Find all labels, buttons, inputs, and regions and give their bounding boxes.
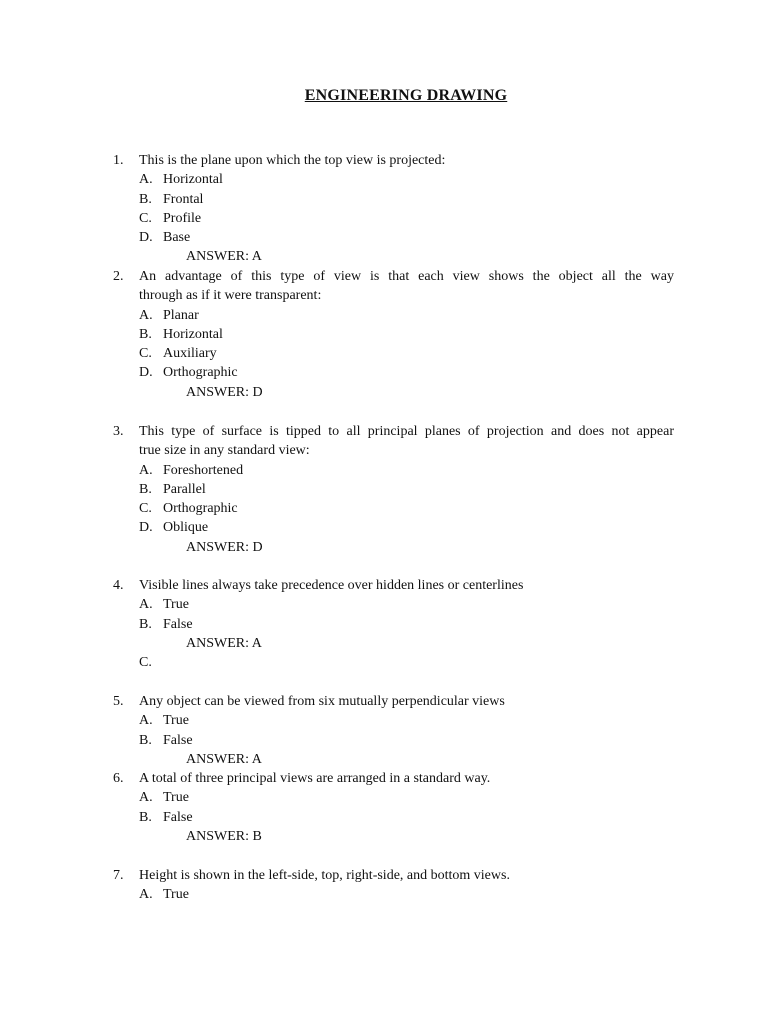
answer-line <box>113 383 674 402</box>
option-letter: C. <box>139 655 152 671</box>
question-text: Height is shown in the left-side, top, right-side, and bottom views. <box>139 868 510 883</box>
question-line <box>113 286 674 305</box>
option-letter: A. <box>139 307 153 323</box>
option-c <box>113 344 674 363</box>
answer-text: ANSWER: B <box>186 828 262 844</box>
option-a <box>113 170 674 189</box>
question-6 <box>113 769 674 846</box>
option-letter: A. <box>139 790 153 806</box>
option-text: True <box>163 887 189 903</box>
question-number: 3. <box>113 424 124 439</box>
option-letter: B. <box>139 732 152 748</box>
option-b <box>113 615 674 634</box>
option-letter: C. <box>139 346 152 362</box>
question-line <box>113 267 674 286</box>
option-c <box>113 653 674 672</box>
question-7 <box>113 866 674 905</box>
question-number: 1. <box>113 153 124 168</box>
question-text: This is the plane upon which the top view is projected: <box>139 153 446 168</box>
option-b <box>113 731 674 750</box>
option-a <box>113 306 674 325</box>
option-text: Orthographic <box>163 365 238 381</box>
option-letter: A. <box>139 887 153 903</box>
question-number: 2. <box>113 269 124 284</box>
answer-line <box>113 538 674 557</box>
option-text: True <box>163 713 189 729</box>
question-number: 4. <box>113 578 124 593</box>
option-a <box>113 788 674 807</box>
option-letter: D. <box>139 230 153 246</box>
question-line <box>113 422 674 441</box>
option-text: Foreshortened <box>163 462 244 478</box>
question-text: Any object can be viewed from six mutually perpendicular views <box>139 694 505 709</box>
option-a <box>113 711 674 730</box>
option-text: Frontal <box>163 191 204 207</box>
option-b <box>113 480 674 499</box>
option-c <box>113 209 674 228</box>
question-2 <box>113 267 674 402</box>
question-line <box>113 576 674 595</box>
question-text: This type of surface is tipped to all principal planes of projection and does not appear <box>139 424 674 439</box>
option-d <box>113 518 674 537</box>
option-b <box>113 190 674 209</box>
answer-line <box>113 750 674 769</box>
option-text: Planar <box>163 307 199 323</box>
option-letter: D. <box>139 520 153 536</box>
option-letter: C. <box>139 501 152 517</box>
option-letter: A. <box>139 172 153 188</box>
option-b <box>113 808 674 827</box>
question-line <box>113 441 674 460</box>
question-5 <box>113 692 674 769</box>
option-text: Parallel <box>163 481 206 497</box>
option-letter: A. <box>139 713 153 729</box>
option-text: Auxiliary <box>163 346 217 362</box>
question-text: true size in any standard view: <box>139 443 310 459</box>
option-letter: A. <box>139 597 153 613</box>
question-text: through as if it were transparent: <box>139 288 322 304</box>
question-number: 6. <box>113 771 124 786</box>
option-letter: B. <box>139 616 152 632</box>
option-text: True <box>163 597 189 613</box>
answer-line <box>113 827 674 846</box>
option-letter: B. <box>139 809 152 825</box>
option-b <box>113 325 674 344</box>
document-title: ENGINEERING DRAWING <box>304 87 508 104</box>
question-4 <box>113 576 674 672</box>
question-line <box>113 769 674 788</box>
option-letter: D. <box>139 365 153 381</box>
answer-line <box>113 634 674 653</box>
option-letter: A. <box>139 462 153 478</box>
answer-text: ANSWER: A <box>186 751 262 767</box>
option-text: Horizontal <box>163 172 223 188</box>
question-line <box>113 151 674 170</box>
answer-line <box>113 247 674 266</box>
question-number: 7. <box>113 868 124 883</box>
option-a <box>113 885 674 904</box>
option-d <box>113 228 674 247</box>
option-a <box>113 595 674 614</box>
question-line <box>113 692 674 711</box>
option-text: Oblique <box>163 520 209 536</box>
question-text: A total of three principal views are arranged in a standard way. <box>139 771 491 786</box>
option-text: Orthographic <box>163 501 238 517</box>
option-a <box>113 461 674 480</box>
question-text: Visible lines always take precedence over hidden lines or centerlines <box>139 578 524 593</box>
answer-text: ANSWER: D <box>186 539 263 555</box>
option-text: True <box>163 790 189 806</box>
option-letter: B. <box>139 191 152 207</box>
option-text: Horizontal <box>163 326 223 342</box>
option-text: Profile <box>163 210 202 226</box>
option-letter: B. <box>139 481 152 497</box>
question-number: 5. <box>113 694 124 709</box>
answer-text: ANSWER: A <box>186 635 262 651</box>
question-3 <box>113 422 674 557</box>
option-letter: C. <box>139 210 152 226</box>
question-1 <box>113 151 674 267</box>
option-text: False <box>163 809 193 825</box>
option-text: False <box>163 732 193 748</box>
option-c <box>113 499 674 518</box>
question-line <box>113 866 674 885</box>
answer-text: ANSWER: A <box>186 249 262 265</box>
option-d <box>113 363 674 382</box>
option-letter: B. <box>139 326 152 342</box>
answer-text: ANSWER: D <box>186 384 263 400</box>
option-text: False <box>163 616 193 632</box>
question-text: An advantage of this type of view is that each view shows the object all the way <box>139 269 674 284</box>
option-text: Base <box>163 230 191 246</box>
